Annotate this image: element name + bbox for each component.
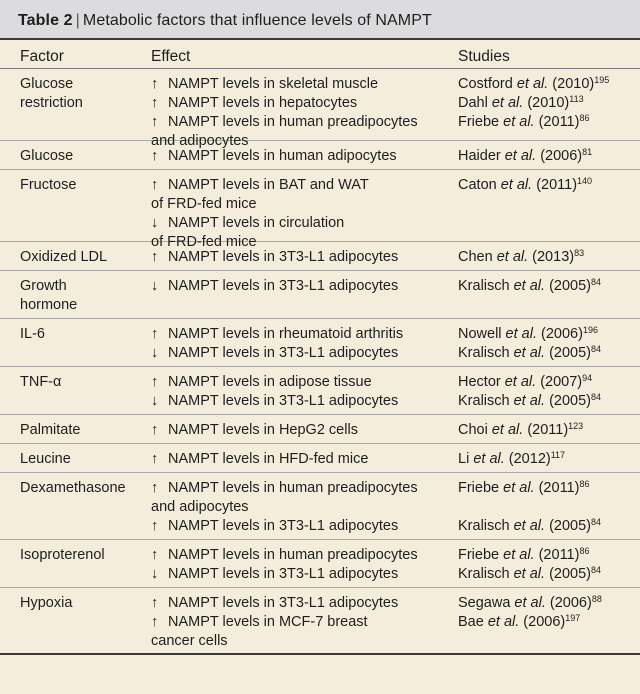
effect-text: ↑ NAMPT levels in HepG2 cells bbox=[151, 422, 358, 438]
factor-text: Growth bbox=[20, 278, 67, 294]
effect-text: ↓ NAMPT levels in 3T3-L1 adipocytes bbox=[151, 566, 399, 582]
table-caption: Metabolic factors that influence levels of NAMPT bbox=[82, 12, 432, 29]
reference-number: 94 bbox=[582, 373, 593, 383]
study-citation: Segawa et al. $(2006)^{88}$ bbox=[458, 594, 602, 611]
study-citation: Hector et al. $(2007)^{94}$ bbox=[458, 373, 593, 390]
arrow-down-icon: ↓ bbox=[151, 215, 159, 231]
reference-number: 140 bbox=[577, 176, 593, 186]
table-title bbox=[0, 0, 640, 38]
effect-text: ↑ NAMPT levels in human adipocytes bbox=[151, 148, 397, 164]
study-citation: Costford et al. $(2010)^{195}$ bbox=[458, 75, 610, 92]
table-header bbox=[0, 38, 640, 69]
table-row bbox=[0, 367, 640, 415]
study-citation: Haider et al. $(2006)^{81}$ bbox=[458, 147, 593, 164]
effect-text: ↑ NAMPT levels in BAT and WAT bbox=[151, 177, 369, 193]
studies-cell bbox=[451, 594, 640, 653]
factor-text: TNF-α bbox=[20, 374, 62, 390]
reference-number: 84 bbox=[591, 344, 602, 354]
study-citation: Li et al. $(2012)^{117}$ bbox=[458, 450, 566, 467]
study-citation: Friebe et al. $(2011)^{86}$ bbox=[458, 113, 590, 130]
studies-cell bbox=[451, 248, 640, 270]
reference-number: 117 bbox=[550, 450, 566, 460]
effect-text: ↑ NAMPT levels in HFD-fed mice bbox=[151, 451, 369, 467]
arrow-down-icon: ↓ bbox=[151, 345, 159, 361]
effect-text: ↑ NAMPT levels in adipose tissue bbox=[151, 374, 372, 390]
reference-number: 83 bbox=[574, 248, 585, 258]
table-row bbox=[0, 271, 640, 319]
studies-cell bbox=[451, 176, 640, 241]
factor-cell bbox=[0, 373, 151, 414]
table-row bbox=[0, 473, 640, 540]
study-citation: Kralisch et al. $(2005)^{84}$ bbox=[458, 344, 602, 361]
table-row bbox=[0, 588, 640, 655]
table-body bbox=[0, 69, 640, 655]
study-citation: Nowell et al. $(2006)^{196}$ bbox=[458, 325, 598, 342]
studies-cell bbox=[451, 325, 640, 366]
studies-cell bbox=[451, 479, 640, 539]
studies-cell bbox=[451, 421, 640, 443]
study-citation: Chen et al. $(2013)^{83}$ bbox=[458, 248, 585, 265]
factor-text: Isoproterenol bbox=[20, 547, 105, 563]
study-citation: Dahl et al. $(2010)^{113}$ bbox=[458, 94, 584, 111]
reference-number: 123 bbox=[568, 421, 584, 431]
factor-cell bbox=[0, 147, 151, 169]
effect-cell bbox=[151, 373, 451, 414]
effect-text: and adipocytes bbox=[151, 133, 249, 149]
factor-cell bbox=[0, 594, 151, 653]
studies-cell bbox=[451, 373, 640, 414]
study-citation bbox=[458, 498, 640, 517]
arrow-up-icon: ↑ bbox=[151, 177, 159, 193]
effect-text: ↑ NAMPT levels in 3T3-L1 adipocytes bbox=[151, 518, 399, 534]
study-citation: Kralisch et al. $(2005)^{84}$ bbox=[458, 565, 602, 582]
reference-number: 84 bbox=[591, 517, 602, 527]
studies-cell bbox=[451, 147, 640, 169]
factor-text: Dexamethasone bbox=[20, 480, 126, 496]
study-citation: Kralisch et al. $(2005)^{84}$ bbox=[458, 392, 602, 409]
reference-number: 86 bbox=[579, 546, 590, 556]
effect-text: ↓ NAMPT levels in 3T3-L1 adipocytes bbox=[151, 393, 399, 409]
reference-number: 195 bbox=[594, 75, 610, 85]
header-factor: Factor bbox=[20, 48, 64, 65]
arrow-up-icon: ↑ bbox=[151, 595, 159, 611]
factor-text: Glucose bbox=[20, 148, 74, 164]
header-effect: Effect bbox=[151, 48, 191, 65]
effect-text: and adipocytes bbox=[151, 499, 249, 515]
reference-number: 84 bbox=[591, 277, 602, 287]
effect-text: ↓ NAMPT levels in 3T3-L1 adipocytes bbox=[151, 345, 399, 361]
reference-number: 86 bbox=[579, 113, 590, 123]
header-studies: Studies bbox=[458, 48, 510, 65]
effect-cell bbox=[151, 248, 451, 270]
effect-text: ↑ NAMPT levels in 3T3-L1 adipocytes bbox=[151, 249, 399, 265]
study-citation: Bae et al. $(2006)^{197}$ bbox=[458, 613, 581, 630]
table-row bbox=[0, 444, 640, 473]
arrow-up-icon: ↑ bbox=[151, 326, 159, 342]
reference-number: 88 bbox=[591, 594, 602, 604]
effect-text: ↑ NAMPT levels in 3T3-L1 adipocytes bbox=[151, 595, 399, 611]
factor-text: IL-6 bbox=[20, 326, 45, 342]
reference-number: 84 bbox=[591, 392, 602, 402]
arrow-up-icon: ↑ bbox=[151, 614, 159, 630]
effect-text: ↓ NAMPT levels in 3T3-L1 adipocytes bbox=[151, 278, 399, 294]
factor-cell bbox=[0, 479, 151, 539]
factor-cell bbox=[0, 176, 151, 241]
factor-cell bbox=[0, 546, 151, 587]
factor-cell bbox=[0, 277, 151, 318]
table-row bbox=[0, 170, 640, 250]
effect-text: ↑ NAMPT levels in human preadipocytes bbox=[151, 480, 418, 496]
studies-cell bbox=[451, 75, 640, 140]
factor-cell bbox=[0, 421, 151, 443]
arrow-up-icon: ↑ bbox=[151, 95, 159, 111]
factor-text: hormone bbox=[20, 297, 78, 313]
effect-cell bbox=[151, 546, 451, 587]
arrow-up-icon: ↑ bbox=[151, 547, 159, 563]
factor-cell bbox=[0, 450, 151, 472]
effect-cell bbox=[151, 277, 451, 318]
factor-cell bbox=[0, 325, 151, 366]
factor-text: Hypoxia bbox=[20, 595, 73, 611]
arrow-down-icon: ↓ bbox=[151, 566, 159, 582]
studies-cell bbox=[451, 277, 640, 318]
reference-number: 197 bbox=[565, 613, 581, 623]
arrow-up-icon: ↑ bbox=[151, 76, 159, 92]
factor-text: Palmitate bbox=[20, 422, 81, 438]
arrow-up-icon: ↑ bbox=[151, 249, 159, 265]
effect-cell bbox=[151, 176, 451, 250]
study-citation: Choi et al. $(2011)^{123}$ bbox=[458, 421, 584, 438]
effect-text: cancer cells bbox=[151, 633, 228, 649]
arrow-up-icon: ↑ bbox=[151, 422, 159, 438]
study-citation: Friebe et al. $(2011)^{86}$ bbox=[458, 546, 590, 563]
factor-text: restriction bbox=[20, 95, 83, 111]
study-citation: Friebe et al. $(2011)^{86}$ bbox=[458, 479, 590, 496]
study-citation: Kralisch et al. $(2005)^{84}$ bbox=[458, 517, 602, 534]
arrow-up-icon: ↑ bbox=[151, 518, 159, 534]
table-row bbox=[0, 540, 640, 588]
effect-text: of FRD-fed mice bbox=[151, 196, 257, 212]
reference-number: 84 bbox=[591, 565, 602, 575]
arrow-up-icon: ↑ bbox=[151, 374, 159, 390]
effect-cell bbox=[151, 325, 451, 366]
factor-text: Leucine bbox=[20, 451, 71, 467]
arrow-up-icon: ↑ bbox=[151, 114, 159, 130]
effect-text: ↑ NAMPT levels in hepatocytes bbox=[151, 95, 358, 111]
effect-text: ↑ NAMPT levels in skeletal muscle bbox=[151, 76, 379, 92]
effect-text: ↑ NAMPT levels in human preadipocytes bbox=[151, 114, 418, 130]
table-label: Table 2 bbox=[18, 12, 73, 29]
effect-text: ↑ NAMPT levels in MCF-7 breast bbox=[151, 614, 368, 630]
studies-cell bbox=[451, 450, 640, 472]
study-citation: Kralisch et al. $(2005)^{84}$ bbox=[458, 277, 602, 294]
effect-cell bbox=[151, 147, 451, 169]
reference-number: 196 bbox=[582, 325, 598, 335]
effect-cell bbox=[151, 75, 451, 149]
effect-text: of FRD-fed mice bbox=[151, 234, 257, 250]
reference-number: 113 bbox=[569, 94, 584, 104]
effect-cell bbox=[151, 450, 451, 472]
arrow-up-icon: ↑ bbox=[151, 451, 159, 467]
factor-text: Glucose bbox=[20, 76, 74, 92]
title-separator: | bbox=[75, 12, 80, 29]
reference-number: 81 bbox=[582, 147, 593, 157]
effect-cell bbox=[151, 421, 451, 443]
effect-text: ↑ NAMPT levels in rheumatoid arthritis bbox=[151, 326, 404, 342]
factor-cell bbox=[0, 248, 151, 270]
reference-number: 86 bbox=[579, 479, 590, 489]
table-row bbox=[0, 319, 640, 367]
arrow-up-icon: ↑ bbox=[151, 480, 159, 496]
effect-text: ↓ NAMPT levels in circulation bbox=[151, 215, 345, 231]
factor-cell bbox=[0, 75, 151, 140]
effect-text: ↑ NAMPT levels in human preadipocytes bbox=[151, 547, 418, 563]
arrow-down-icon: ↓ bbox=[151, 393, 159, 409]
effect-cell bbox=[151, 594, 451, 653]
arrow-up-icon: ↑ bbox=[151, 148, 159, 164]
factor-text: Fructose bbox=[20, 177, 77, 193]
studies-cell bbox=[451, 546, 640, 587]
table-row bbox=[0, 69, 640, 149]
effect-cell bbox=[151, 479, 451, 539]
factor-text: Oxidized LDL bbox=[20, 249, 108, 265]
table-row bbox=[0, 415, 640, 444]
study-citation: Caton et al. $(2011)^{140}$ bbox=[458, 176, 593, 193]
arrow-down-icon: ↓ bbox=[151, 278, 159, 294]
